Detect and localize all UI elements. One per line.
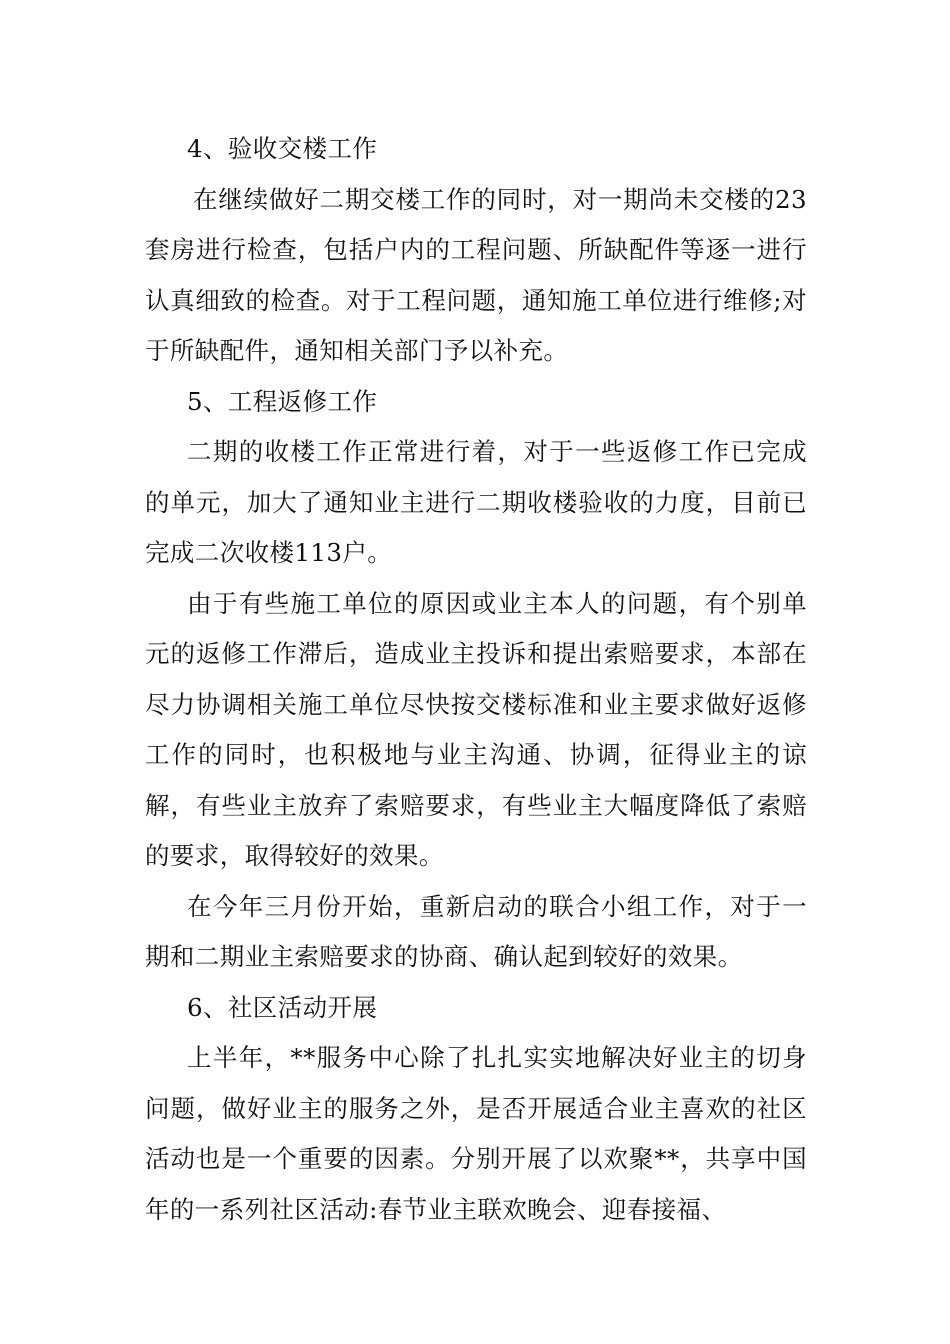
section-heading-6: 6、社区活动开展	[187, 992, 378, 1022]
paragraph-joint-group: 在今年三月份开始，重新启动的联合小组工作，对于一期和二期业主索赔要求的协商、确认起到较好的效果。	[145, 891, 807, 971]
paragraph-community-activities: 上半年，**服务中心除了扎扎实实地解决好业主的切身问题，做好业主的服务之外，是否开展适合业主喜欢的社区活动也是一个重要的因素。分别开展了以欢聚**，共享中国年的一系列社区活动:春节业主联欢晚会、迎春接福、	[145, 1043, 807, 1224]
section-heading-4: 4、验收交楼工作	[187, 134, 378, 163]
paragraph-repair-delays: 由于有些施工单位的原因或业主本人的问题，有个别单元的返修工作滞后，造成业主投诉和提出索赔要求，本部在尽力协调相关施工单位尽快按交楼标准和业主要求做好返修工作的同时，也积极地与业主沟通、协调，征得业主的谅解，有些业主放弃了索赔要求，有些业主大幅度降低了索赔的要求，取得较好的效果。	[145, 588, 807, 870]
paragraph-phase-two-handover: 二期的收楼工作正常进行着，对于一些返修工作已完成的单元，加大了通知业主进行二期收楼验收的力度，目前已完成二次收楼113户。	[145, 437, 807, 567]
paragraph-acceptance-handover: 在继续做好二期交楼工作的同时，对一期尚未交楼的23套房进行检查，包括户内的工程问题、所缺配件等逐一进行认真细致的检查。对于工程问题，通知施工单位进行维修;对于所缺配件，通知相关部门予以补充。	[145, 184, 807, 365]
section-heading-5: 5、工程返修工作	[187, 386, 378, 416]
document-body	[145, 124, 807, 1235]
